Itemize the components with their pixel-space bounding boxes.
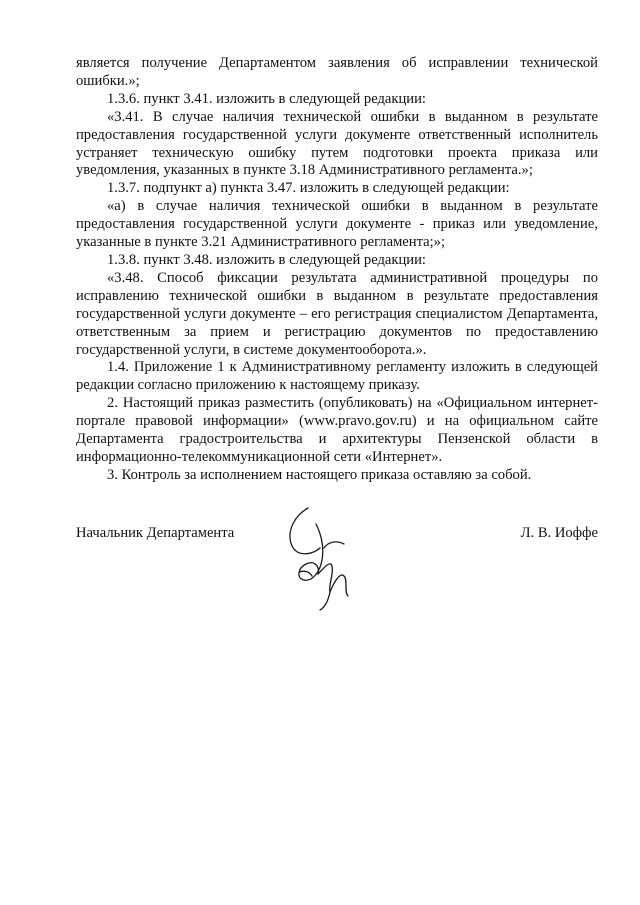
paragraph-1: является получение Департаментом заявления об исправлении технической ошибки.»; [76, 55, 598, 89]
paragraph-6: 1.3.8. пункт 3.48. изложить в следующей редакции: [107, 251, 426, 268]
signer-name: Л. В. Иоффе [520, 525, 598, 541]
paragraph-9: 2. Настоящий приказ разместить (опубликовать) на «Официальном интернет-портале правовой информации» (www.pravo.gov.ru) и на официальном сайте Департамента градостроительства и архитектуры Пензенской области в информационно-телекоммуникационной сети «Интернет». [76, 395, 598, 465]
handwritten-signature [278, 502, 358, 614]
signer-title: Начальник Департамента [76, 525, 235, 541]
paragraph-8: 1.4. Приложение 1 к Административному регламенту изложить в следующей редакции согласно приложению к настоящему приказу. [76, 359, 598, 394]
paragraph-2: 1.3.6. пункт 3.41. изложить в следующей редакции: [107, 90, 426, 107]
paragraph-5: «а) в случае наличия технической ошибки в выданном в результате предоставления государственной услуги документе - приказ или уведомление, указанные в пункте 3.21 Административного регламента;»; [76, 198, 598, 251]
paragraph-10: 3. Контроль за исполнением настоящего приказа оставляю за собой. [107, 466, 532, 483]
paragraph-4: 1.3.7. подпункт а) пункта 3.47. изложить в следующей редакции: [107, 180, 510, 197]
document-body [76, 55, 598, 485]
paragraph-7: «3.48. Способ фиксации результата административной процедуры по исправлению технической ошибки в выданном в результате предоставления государственной услуги документе – его регистрация специалистом Департамента, ответственным за прием и регистрацию документов по предоставлению государственной услуги, в системе документооборота.». [76, 269, 598, 358]
paragraph-3: «3.41. В случае наличия технической ошибки в выданном в результате предоставления государственной услуги документе ответственный исполнитель устраняет техническую ошибку путем подготовки проекта приказа или уведомления, указанных в пункте 3.18 Административного регламента.»; [76, 108, 598, 179]
